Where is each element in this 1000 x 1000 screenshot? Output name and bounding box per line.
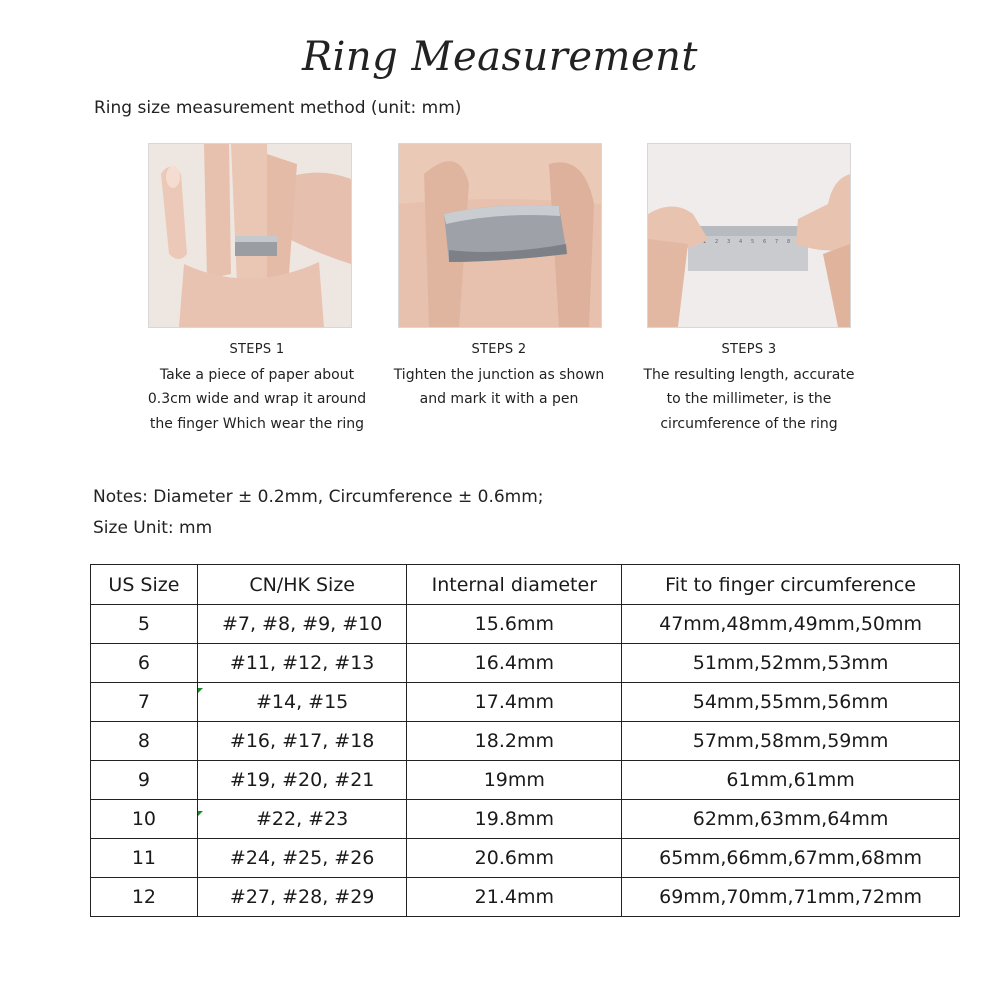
header-finger-circumference: Fit to finger circumference bbox=[622, 565, 960, 605]
step-title: STEPS 1 bbox=[229, 342, 285, 357]
ruler-tick-label: 7 bbox=[775, 239, 779, 245]
cell-internal-diameter: 18.2mm bbox=[407, 722, 622, 761]
step-title: STEPS 2 bbox=[471, 342, 527, 357]
ruler-tick-label: 5 bbox=[751, 239, 755, 245]
cell-us-size: 7 bbox=[91, 683, 198, 722]
subtitle: Ring size measurement method (unit: mm) bbox=[94, 98, 462, 118]
cell-cn-hk-size: #24, #25, #26 bbox=[197, 839, 407, 878]
ring-closeup-illustration bbox=[399, 144, 601, 327]
cell-marker-triangle bbox=[198, 811, 203, 816]
hand-with-ring-illustration bbox=[149, 144, 351, 327]
cell-circumference: 51mm,52mm,53mm bbox=[622, 644, 960, 683]
notes-tolerance: Notes: Diameter ± 0.2mm, Circumference ± 0.6mm; bbox=[93, 487, 544, 507]
cell-internal-diameter: 19mm bbox=[407, 761, 622, 800]
step-text-line: and mark it with a pen bbox=[419, 391, 579, 407]
cell-circumference: 65mm,66mm,67mm,68mm bbox=[622, 839, 960, 878]
step-title: STEPS 3 bbox=[721, 342, 777, 357]
step-text-line: Tighten the junction as shown bbox=[393, 366, 605, 383]
cell-internal-diameter: 21.4mm bbox=[407, 878, 622, 917]
ruler-measuring-illustration bbox=[648, 144, 850, 327]
cell-cn-hk-size: #16, #17, #18 bbox=[197, 722, 407, 761]
header-us-size: US Size bbox=[91, 565, 198, 605]
page-title: Ring Measurement bbox=[302, 34, 698, 80]
cell-us-size: 9 bbox=[91, 761, 198, 800]
table-header-row bbox=[91, 565, 960, 605]
table-row bbox=[91, 722, 960, 761]
table-row bbox=[91, 839, 960, 878]
cell-circumference: 47mm,48mm,49mm,50mm bbox=[622, 605, 960, 644]
ruler-tick-label: 1 bbox=[703, 239, 707, 245]
step-text-line: to the millimeter, is the bbox=[666, 391, 832, 407]
ruler-tick-label: 6 bbox=[763, 239, 767, 245]
cell-circumference: 57mm,58mm,59mm bbox=[622, 722, 960, 761]
step-text-line: 0.3cm wide and wrap it around bbox=[147, 391, 367, 407]
ruler-tick-label: 2 bbox=[715, 239, 719, 245]
cell-cn-hk-size: #19, #20, #21 bbox=[197, 761, 407, 800]
table-row bbox=[91, 683, 960, 722]
cell-us-size: 11 bbox=[91, 839, 198, 878]
cell-us-size: 10 bbox=[91, 800, 198, 839]
cell-internal-diameter: 16.4mm bbox=[407, 644, 622, 683]
table-row bbox=[91, 800, 960, 839]
cell-circumference: 54mm,55mm,56mm bbox=[622, 683, 960, 722]
ruler-tick-label: 4 bbox=[739, 239, 743, 245]
cell-marker-triangle bbox=[198, 688, 203, 693]
table-row bbox=[91, 878, 960, 917]
step-2-caption bbox=[384, 338, 614, 412]
cell-us-size: 12 bbox=[91, 878, 198, 917]
cell-cn-hk-size: #11, #12, #13 bbox=[197, 644, 407, 683]
step-text-line: circumference of the ring bbox=[660, 415, 838, 432]
cell-cn-hk-size: #7, #8, #9, #10 bbox=[197, 605, 407, 644]
step1-photo bbox=[148, 143, 352, 328]
cell-cn-hk-size: #22, #23 bbox=[197, 800, 407, 839]
cell-circumference: 62mm,63mm,64mm bbox=[622, 800, 960, 839]
cell-internal-diameter: 19.8mm bbox=[407, 800, 622, 839]
cell-circumference: 61mm,61mm bbox=[622, 761, 960, 800]
step-1-caption bbox=[142, 338, 372, 436]
step3-photo bbox=[647, 143, 851, 328]
ring-size-table bbox=[90, 564, 960, 917]
notes bbox=[93, 482, 544, 544]
step-text-line: the finger Which wear the ring bbox=[149, 415, 365, 432]
table-row bbox=[91, 605, 960, 644]
notes-unit: Size Unit: mm bbox=[93, 518, 213, 538]
step-text-line: The resulting length, accurate bbox=[643, 366, 855, 383]
cell-internal-diameter: 17.4mm bbox=[407, 683, 622, 722]
cell-us-size: 5 bbox=[91, 605, 198, 644]
cell-circumference: 69mm,70mm,71mm,72mm bbox=[622, 878, 960, 917]
cell-us-size: 8 bbox=[91, 722, 198, 761]
step-text-line: Take a piece of paper about bbox=[159, 366, 355, 383]
table-row bbox=[91, 644, 960, 683]
cell-cn-hk-size: #27, #28, #29 bbox=[197, 878, 407, 917]
table-row bbox=[91, 761, 960, 800]
header-cn-hk-size: CN/HK Size bbox=[197, 565, 407, 605]
cell-cn-hk-size: #14, #15 bbox=[197, 683, 407, 722]
header-internal-diameter: Internal diameter bbox=[407, 565, 622, 605]
step2-photo bbox=[398, 143, 602, 328]
cell-internal-diameter: 20.6mm bbox=[407, 839, 622, 878]
cell-internal-diameter: 15.6mm bbox=[407, 605, 622, 644]
step-3-caption bbox=[634, 338, 864, 436]
cell-us-size: 6 bbox=[91, 644, 198, 683]
ruler-tick-label: 3 bbox=[727, 239, 731, 245]
ruler-tick-label: 8 bbox=[787, 239, 791, 245]
